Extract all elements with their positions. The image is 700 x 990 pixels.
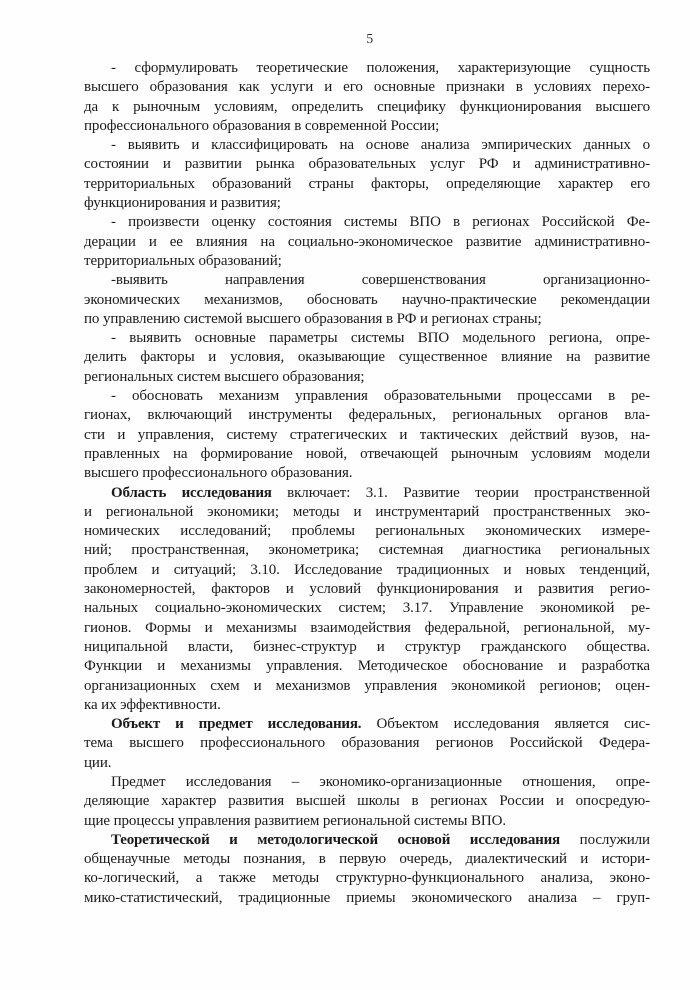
text-run: Объектом исследования является сис-	[361, 716, 650, 733]
text-line: по управлению системой высшего образования в РФ и регионах страны;	[84, 310, 542, 327]
text-line: Предмет исследования – экономико-организационные отношения, опре-	[111, 773, 650, 790]
text-line: сти и управления, систему стратегических и тактических действий вузов, на-	[84, 426, 650, 443]
text-line: номических исследований; проблемы региональных экономических измере-	[84, 523, 650, 540]
text-line: правленных на формирование новой, отвечающей рыночным условиям модели	[84, 445, 650, 462]
text-line: высшего образования как услуги и его основные признаки в условиях перехо-	[84, 79, 650, 96]
text-line: гионов. Формы и механизмы взаимодействия федеральной, региональной, му-	[84, 619, 650, 636]
text-line: - сформулировать теоретические положения, характеризующие сущность	[111, 60, 650, 76]
text-line: мико-статистический, традиционные приемы экономического анализа – груп-	[84, 889, 650, 906]
paragraph	[84, 831, 650, 908]
text-line: -выявить направления совершенствования организационно-	[111, 272, 650, 289]
text-line: деляющие характер развития высшей школы в регионах России и опосредую-	[84, 793, 650, 810]
bold-heading-run: Область исследования	[111, 484, 272, 501]
text-line: ниципальной власти, бизнес-структур и структур гражданского общества.	[84, 638, 650, 655]
text-line	[84, 831, 650, 850]
text-line: и региональной экономики; методы и инструментарий пространственных эко-	[84, 503, 650, 520]
paragraph	[84, 329, 650, 387]
text-line	[84, 484, 650, 503]
paragraph	[84, 271, 650, 329]
bold-heading-run: Теоретической и методологической основой исследования	[111, 831, 560, 848]
text-line: - выявить основные параметры системы ВПО модельного региона, опре-	[111, 330, 650, 347]
text-line: региональных систем высшего образования;	[84, 368, 365, 385]
text-line: общенаучные методы познания, в первую очередь, диалектический и истори-	[84, 851, 650, 868]
text-line: ний; пространственная, эконометрика; системная диагностика региональных	[84, 542, 650, 559]
text-line: Функции и механизмы управления. Методическое обоснование и разработка	[84, 658, 650, 675]
text-line: функционирования и развития;	[84, 195, 281, 212]
text-line: высшего профессионального образования.	[84, 465, 353, 482]
text-block	[84, 59, 650, 908]
text-line: ка их эффективности.	[84, 696, 221, 713]
page-number: 5	[366, 31, 374, 46]
text-line	[84, 715, 650, 734]
text-line: щие процессы управления развитием региональной системы ВПО.	[84, 812, 506, 829]
paragraph	[84, 484, 650, 716]
text-line: состоянии и развитии рынка образовательных услуг РФ и административно-	[84, 156, 650, 173]
text-line: тема высшего профессионального образования регионов Российской Федера-	[84, 735, 650, 752]
bold-heading-run: Объект и предмет исследования.	[111, 716, 362, 733]
text-line: - обосновать механизм управления образовательными процессами в ре-	[111, 388, 650, 405]
text-line: гионах, включающий инструменты федеральных, региональных органов вла-	[84, 407, 650, 424]
paragraph	[84, 715, 650, 773]
text-line: организационных схем и механизмов управления экономикой регионов; оцен-	[84, 677, 650, 694]
text-line: профессионального образования в современной России;	[84, 117, 440, 134]
text-line: да к рыночным условиям, определить специфику функционирования высшего	[84, 98, 650, 115]
text-line: закономерностей, факторов и условий функционирования и развития регио-	[84, 581, 650, 598]
text-line: территориальных образований страны факторы, определяющие характер его	[84, 175, 650, 192]
paragraph	[84, 59, 650, 136]
text-run: послужили	[559, 831, 650, 848]
paragraph	[84, 773, 650, 831]
text-line: ции.	[84, 754, 112, 771]
text-line: - выявить и классифицировать на основе анализа эмпирических данных о	[111, 137, 650, 154]
text-line: - произвести оценку состояния системы ВПО в регионах Российской Фе-	[111, 214, 650, 231]
text-line: территориальных образований;	[84, 252, 282, 269]
text-run: включает: 3.1. Развитие теории пространственной	[271, 484, 651, 501]
text-line: проблем и ситуаций; 3.10. Исследование традиционных и новых тенденций,	[84, 561, 650, 578]
paragraph	[84, 213, 650, 271]
text-line: дерации и ее влияния на социально-экономическое развитие административно-	[84, 233, 650, 250]
text-line: делить факторы и условия, оказывающие существенное влияние на развитие	[84, 349, 650, 366]
paragraph	[84, 387, 650, 483]
text-line: экономических механизмов, обосновать научно-практические рекомендации	[84, 291, 650, 308]
paragraph	[84, 136, 650, 213]
text-line: нальных социально-экономических систем; 3.17. Управление экономикой ре-	[84, 600, 650, 617]
text-line: ко-логический, а также методы структурно-функционального анализа, эконо-	[84, 870, 650, 887]
